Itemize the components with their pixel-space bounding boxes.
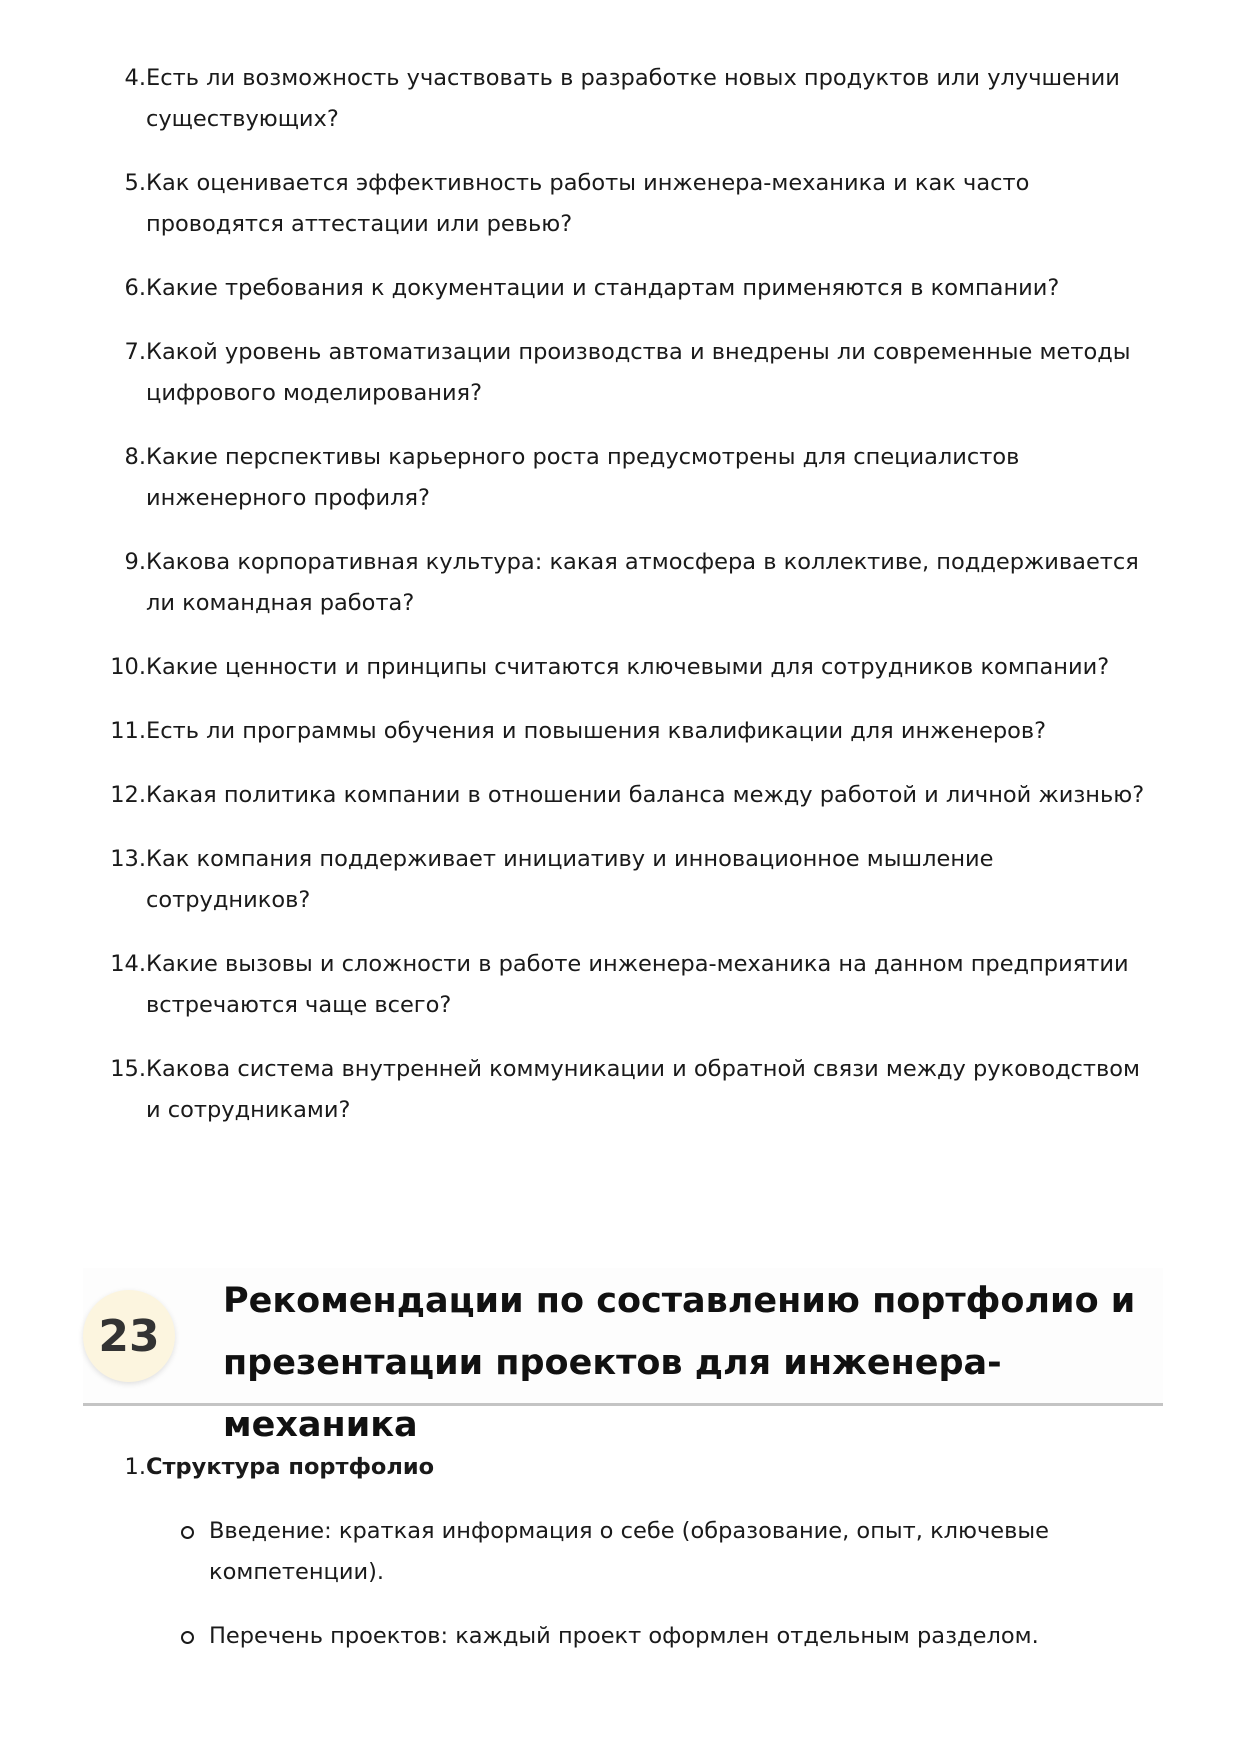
list-item [0,647,1239,688]
list-item [0,332,1239,414]
list-item-text: Какова система внутренней коммуникации и обратной связи между руководством и сотрудниками? [146,1056,1141,1123]
sub-list-item [0,1511,1239,1593]
circle-bullet-icon [181,1526,194,1539]
list-item [0,542,1239,624]
list-item-number: 12. [110,782,146,808]
list-item [0,1049,1239,1131]
list-item-text: Как компания поддерживает инициативу и инновационное мышление сотрудников? [146,846,994,913]
list-item-number: 1. [124,1454,146,1480]
list-item-number: 8. [124,444,146,470]
list-item-number: 9. [124,549,146,575]
list-item-title: Структура портфолио [146,1454,435,1480]
portfolio-list [0,1447,1239,1680]
list-item [0,437,1239,519]
list-item-number: 7. [124,339,146,365]
list-item-text: Какая политика компании в отношении баланса между работой и личной жизнью? [146,782,1145,808]
list-item-text: Есть ли программы обучения и повышения квалификации для инженеров? [146,718,1047,744]
section-header [83,1268,1163,1445]
sub-list-item [0,1616,1239,1657]
list-item-number: 15. [110,1056,146,1082]
section-number-badge: 23 [83,1290,175,1382]
list-item-text: Какова корпоративная культура: какая атмосфера в коллективе, поддерживается ли командная работа? [146,549,1139,616]
section-title: Рекомендации по составлению портфолио и презентации проектов для инженера-механика [223,1281,1136,1445]
list-item-text: Какие ценности и принципы считаются ключевыми для сотрудников компании? [146,654,1110,680]
list-item-text: Какой уровень автоматизации производства и внедрены ли современные методы цифрового моделирования? [146,339,1131,406]
list-item-number: 10. [110,654,146,680]
list-item [0,268,1239,309]
list-item-number: 14. [110,951,146,977]
sub-list-item-text: Введение: краткая информация о себе (образование, опыт, ключевые компетенции). [209,1518,1050,1585]
list-item-text: Какие вызовы и сложности в работе инженера-механика на данном предприятии встречаются чаще всего? [146,951,1129,1018]
list-item [0,163,1239,245]
list-item-text: Как оценивается эффективность работы инженера-механика и как часто проводятся аттестации или ревью? [146,170,1030,237]
list-item [0,775,1239,816]
list-item [0,1447,1239,1657]
list-item-number: 5. [124,170,146,196]
circle-bullet-icon [181,1631,194,1644]
list-item-number: 4. [124,65,146,91]
list-item-text: Какие перспективы карьерного роста предусмотрены для специалистов инженерного профиля? [146,444,1020,511]
list-item [0,711,1239,752]
sub-list [0,1511,1239,1657]
list-item-text: Есть ли возможность участвовать в разработке новых продуктов или улучшении существующих? [146,65,1120,132]
list-item [0,58,1239,140]
sub-list-item-text: Перечень проектов: каждый проект оформлен отдельным разделом. [209,1623,1039,1649]
list-item [0,839,1239,921]
list-item-number: 6. [124,275,146,301]
list-item-text: Какие требования к документации и стандартам применяются в компании? [146,275,1060,301]
questions-list [0,58,1239,1154]
list-item-number: 13. [110,846,146,872]
list-item-number: 11. [110,718,146,744]
list-item [0,944,1239,1026]
